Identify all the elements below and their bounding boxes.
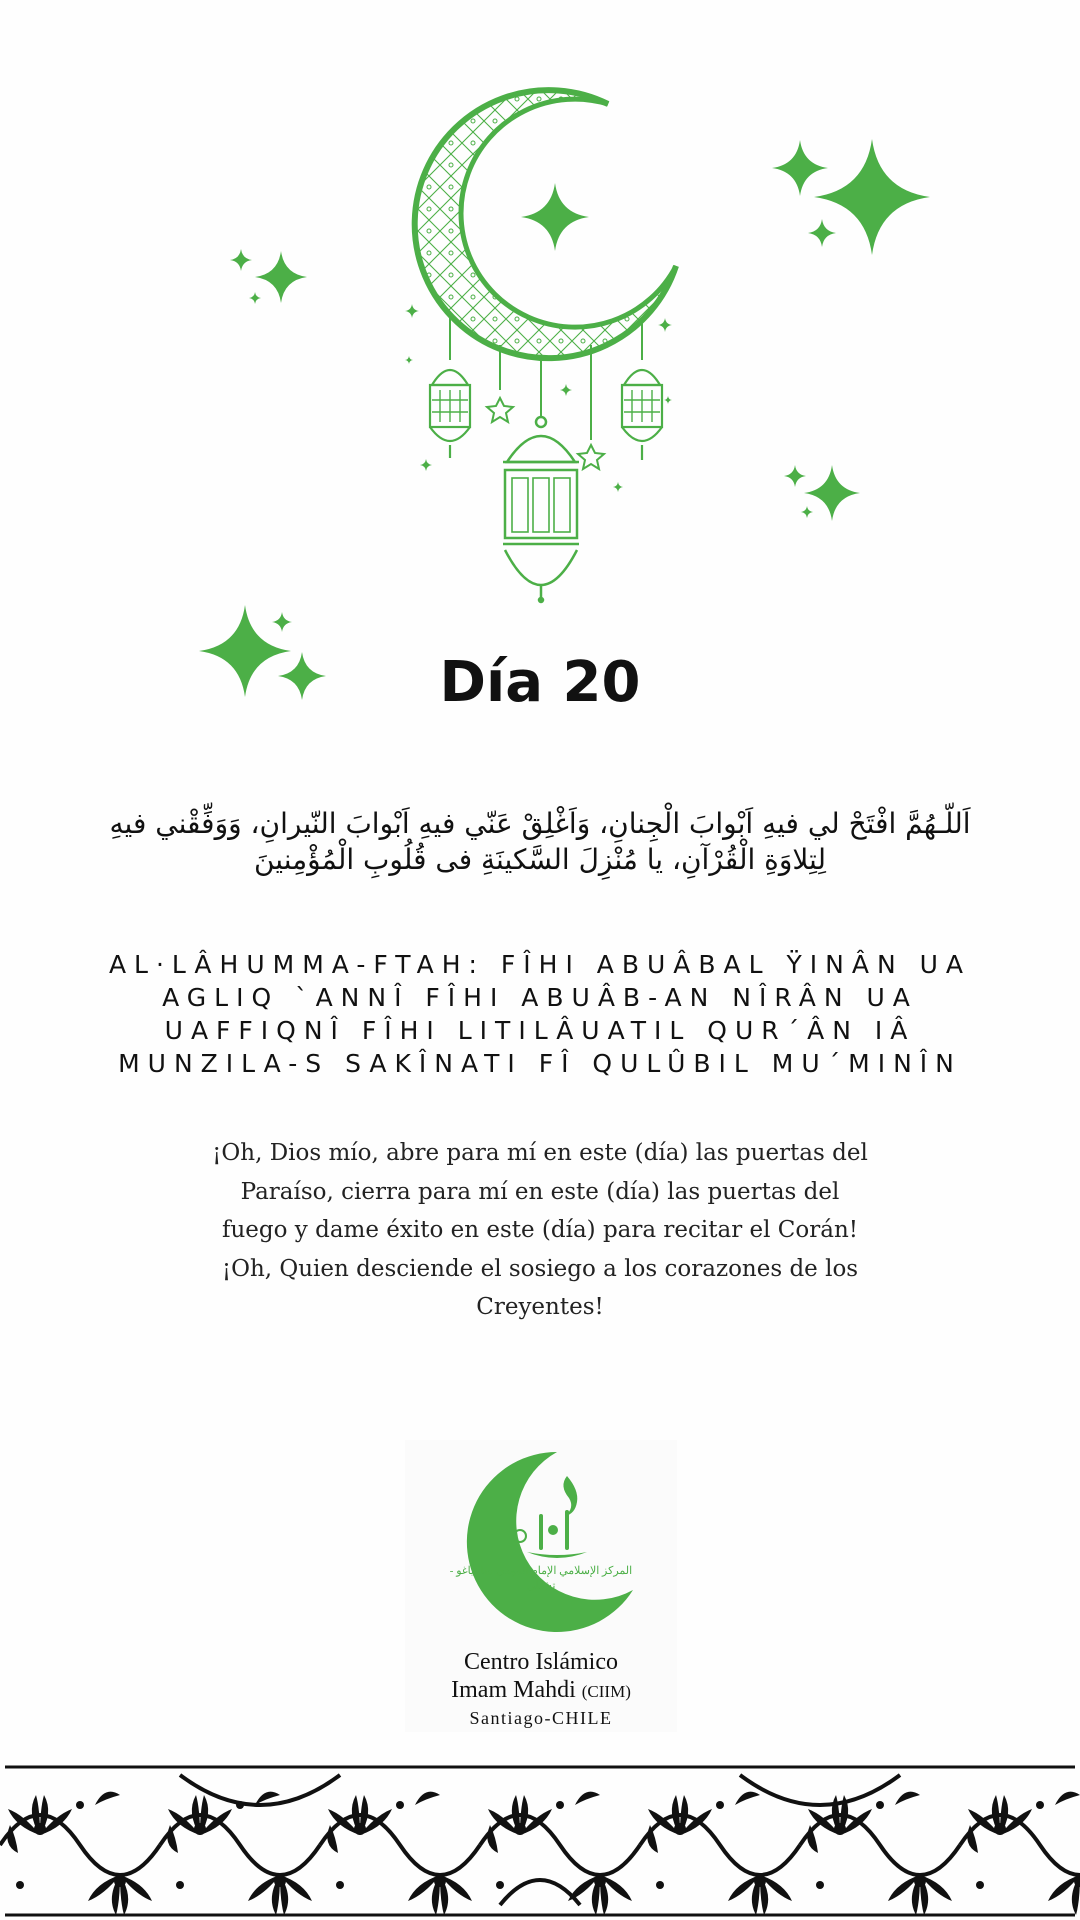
logo-name-line2-text: Imam Mahdi [451, 1677, 576, 1703]
lantern-icon [503, 417, 579, 602]
floral-border [0, 1755, 1080, 1920]
logo-arabic-text: المركز الإسلامي الإمام المهدي سانتياغو - تشيلي [449, 1565, 633, 1592]
logo-abbreviation: (CIIM) [581, 1682, 631, 1701]
dua-transliteration: AL·LÂHUMMA-FTAH: FÎHI ABUÂBAL ŸINÂN UA AGLIQ `ANNÎ FÎHI ABUÂB-AN NÎRÂN UA UAFFIQNÎ FÎHI LITILÂUATIL QUR´ÂN IÂ MUNZILA-S SAKÎNATI FÎ QULÛBIL MU´MINÎN [108, 950, 972, 1078]
logo-name-line1: Centro Islámico [464, 1649, 618, 1675]
logo-city: Santiago-CHILE [469, 1708, 613, 1728]
ciim-logo [405, 1440, 677, 1732]
lantern-icon [622, 370, 662, 460]
lantern-icon [430, 370, 470, 458]
ramadan-decoration [0, 0, 1080, 700]
logo-name-line2 [405, 1677, 677, 1704]
hanging-star-icon [487, 398, 604, 469]
day-title: Día 20 [439, 650, 641, 715]
sparkle-star-icon [199, 139, 930, 700]
dua-arabic-text: اَللّـهُمَّ افْتَحْ لي فيهِ اَبْوابَ الْجِنانِ، وَاَغْلِقْ عَنّي فيهِ اَبْوابَ النّيرانِ، وَوَفِّقْني فيهِ لِتِلاوَةِ الْقُرْآنِ، يا مُنْزِلَ السَّكينَةِ فى قُلُوبِ الْمُؤْمِنينَ [109, 807, 971, 876]
dua-translation: ¡Oh, Dios mío, abre para mí en este (día) las puertas del Paraíso, cierra para mí en este (día) las puertas del fuego y dame éxito en este (día) para recitar el Corán! ¡Oh, Quien desciende el sosiego a los corazones de los Creyentes! [212, 1140, 868, 1320]
crescent-logo-icon [405, 1440, 677, 1640]
